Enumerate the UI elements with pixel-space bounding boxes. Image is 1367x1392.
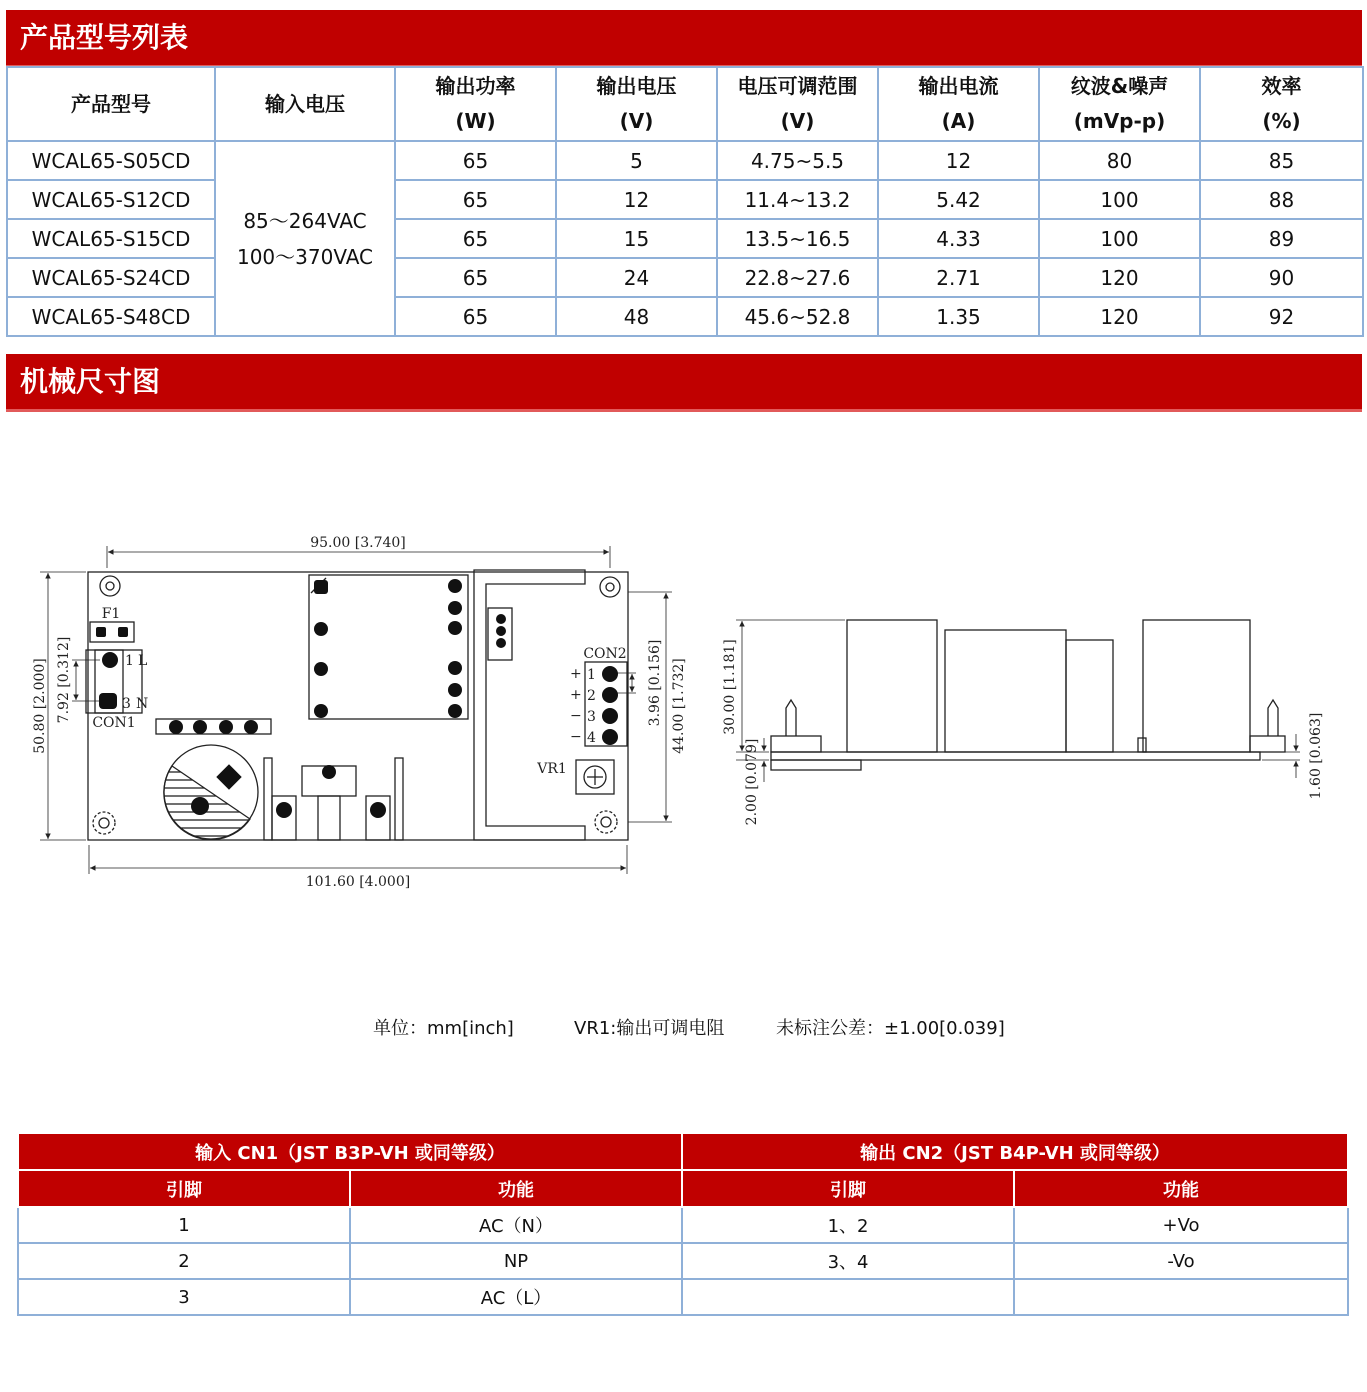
cell-cn1-pin: 2 [18,1243,350,1279]
mechanical-drawing [0,520,1367,900]
cell-vout: 12 [556,180,717,219]
mounting-hole-icon [100,576,120,596]
cell-ripple: 120 [1039,258,1200,297]
cell-vout: 5 [556,141,717,180]
con2-pin-sign: + [570,666,582,682]
cell-ripple: 80 [1039,141,1200,180]
header-input-voltage: 输入电压 [215,67,395,141]
mounting-hole-icon [595,811,617,833]
label-pin-l: L [138,653,148,669]
pin-function-table [17,1132,1349,1316]
cell-cn1-function: NP [350,1243,682,1279]
con2-pin-sign: − [570,708,582,724]
dim-left-label: 50.80 [2.000] [32,658,48,754]
cell-ripple: 100 [1039,219,1200,258]
header-model: 产品型号 [7,67,215,141]
cell-cn2-function [1014,1279,1348,1315]
model-spec-table [6,66,1364,337]
cell-cn1-function: AC（L） [350,1279,682,1315]
table-row [7,141,1363,180]
label-pin-n: N [136,696,149,712]
cell-current: 2.71 [878,258,1039,297]
section-banner-model-list [6,10,1362,68]
mounting-hole-icon [600,577,620,597]
heatsink-component [264,758,272,840]
header-pin: 引脚 [18,1170,350,1207]
cell-range: 45.6~52.8 [717,297,878,336]
dim-bottom-label: 101.60 [4.000] [305,874,411,890]
note-unit: 单位：mm[inch] [373,1018,514,1039]
mounting-hole-icon [93,812,115,834]
cell-vout: 48 [556,297,717,336]
cell-power: 65 [395,141,556,180]
cell-efficiency: 92 [1200,297,1363,336]
con2-pin-number: 4 [587,730,596,746]
label-con1: CON1 [92,715,136,731]
cell-efficiency: 89 [1200,219,1363,258]
table-row [18,1243,1348,1279]
cell-model: WCAL65-S05CD [7,141,215,180]
output-heatsink [474,570,585,840]
section-banner-mechanical [6,354,1362,412]
table-row [7,297,1363,336]
con2-pin-number: 3 [587,709,596,725]
header-output-power: 输出功率 (W) [395,67,556,141]
dim-standoff-label: 2.00 [0.079] [744,738,760,826]
cell-cn2-function: +Vo [1014,1207,1348,1243]
con2-pin-number: 2 [587,688,596,704]
cell-efficiency: 85 [1200,141,1363,180]
cn1-title: 输入 CN1（JST B3P-VH 或同等级） [18,1133,682,1170]
cell-vout: 24 [556,258,717,297]
header-pin: 引脚 [682,1170,1014,1207]
label-f1: F1 [101,606,121,622]
label-pin1: 1 [125,653,134,669]
cell-range: 4.75~5.5 [717,141,878,180]
cell-cn2-pin: 1、2 [682,1207,1014,1243]
transformer [309,575,468,719]
cell-range: 13.5~16.5 [717,219,878,258]
cell-power: 65 [395,297,556,336]
header-ripple-noise: 纹波&噪声 (mVp-p) [1039,67,1200,141]
section-title: 机械尺寸图 [20,365,161,398]
section-title: 产品型号列表 [20,21,189,54]
side-view [736,620,1300,782]
table-row [18,1207,1348,1243]
cell-cn1-pin: 3 [18,1279,350,1315]
label-vr1: VR1 [537,761,567,777]
table-row [7,219,1363,258]
cell-range: 22.8~27.6 [717,258,878,297]
table-row [18,1279,1348,1315]
cell-vout: 15 [556,219,717,258]
label-con2: CON2 [583,646,627,662]
con2-pin-number: 1 [587,667,596,683]
table-row [7,258,1363,297]
cell-ripple: 120 [1039,297,1200,336]
dim-con1-label: 7.92 [0.312] [56,636,72,724]
cell-current: 12 [878,141,1039,180]
label-pin3: 3 [122,696,131,712]
dim-right-label: 44.00 [1.732] [671,658,687,754]
cell-ripple: 100 [1039,180,1200,219]
cell-cn2-pin [682,1279,1014,1315]
cell-range: 11.4~13.2 [717,180,878,219]
cn2-title: 输出 CN2（JST B4P-VH 或同等级） [682,1133,1348,1170]
dim-top-label: 95.00 [3.740] [310,535,406,551]
cell-power: 65 [395,219,556,258]
cell-model: WCAL65-S48CD [7,297,215,336]
header-function: 功能 [350,1170,682,1207]
header-adjust-range: 电压可调范围 (V) [717,67,878,141]
con2-pin-sign: − [570,729,582,745]
cell-current: 5.42 [878,180,1039,219]
cell-model: WCAL65-S24CD [7,258,215,297]
cell-model: WCAL65-S12CD [7,180,215,219]
cell-input-voltage: 85～264VAC 100～370VAC [215,141,395,336]
cell-current: 1.35 [878,297,1039,336]
dim-con2-label: 3.96 [0.156] [647,639,663,727]
table-row [7,180,1363,219]
header-efficiency: 效率 (%) [1200,67,1363,141]
cell-efficiency: 90 [1200,258,1363,297]
header-function: 功能 [1014,1170,1348,1207]
header-output-current: 输出电流 (A) [878,67,1039,141]
cell-power: 65 [395,258,556,297]
note-vr1: VR1:输出可调电阻 [574,1018,725,1039]
note-tolerance: 未标注公差：±1.00[0.039] [776,1018,1005,1039]
table-header-row [7,67,1363,141]
dim-height-label: 30.00 [1.181] [722,639,738,735]
cell-cn1-pin: 1 [18,1207,350,1243]
cell-current: 4.33 [878,219,1039,258]
cell-cn2-function: -Vo [1014,1243,1348,1279]
cell-efficiency: 88 [1200,180,1363,219]
con2-pin-sign: + [570,687,582,703]
cell-model: WCAL65-S15CD [7,219,215,258]
header-output-voltage: 输出电压 (V) [556,67,717,141]
cell-power: 65 [395,180,556,219]
cell-cn2-pin: 3、4 [682,1243,1014,1279]
cell-cn1-function: AC（N） [350,1207,682,1243]
dim-board-label: 1.60 [0.063] [1308,712,1324,800]
